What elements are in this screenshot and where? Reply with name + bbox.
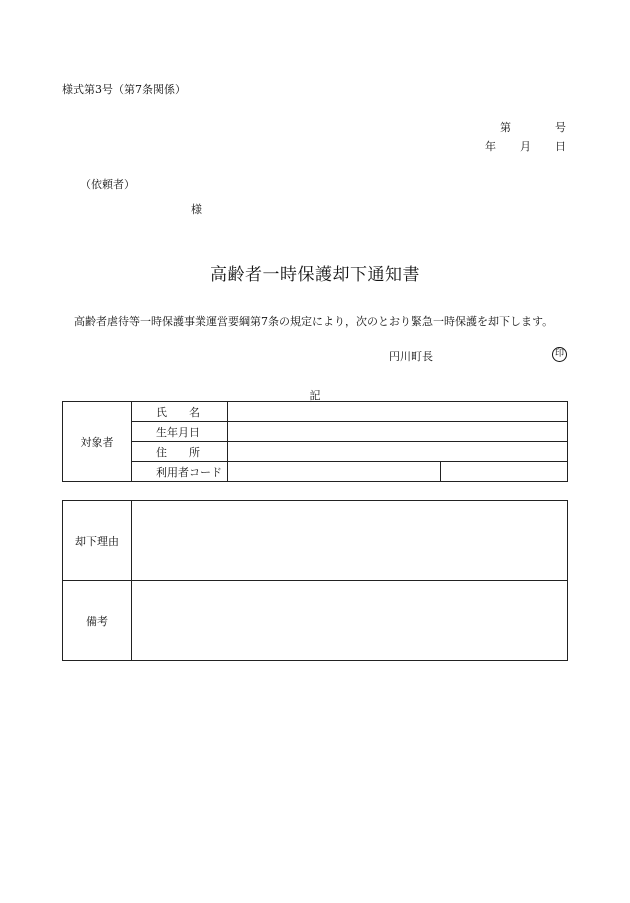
user-code-label: 利用者コード bbox=[132, 462, 228, 482]
doc-no-prefix: 第 bbox=[500, 121, 511, 134]
birthdate-field[interactable] bbox=[228, 422, 568, 442]
remarks-label: 備考 bbox=[63, 581, 132, 661]
form-number: 様式第3号（第7条関係） bbox=[62, 83, 186, 96]
reason-table bbox=[62, 500, 568, 661]
document-title: 高齢者一時保護却下通知書 bbox=[210, 265, 420, 285]
day-label: 日 bbox=[555, 140, 566, 153]
seal-mark: 印 bbox=[552, 347, 567, 362]
name-label: 氏 名 bbox=[132, 402, 228, 422]
user-code-extra-field[interactable] bbox=[441, 462, 568, 482]
table-row bbox=[63, 462, 568, 482]
address-label: 住 所 bbox=[132, 442, 228, 462]
address-field[interactable] bbox=[228, 442, 568, 462]
remarks-field[interactable] bbox=[132, 581, 568, 661]
user-code-field[interactable] bbox=[228, 462, 441, 482]
mayor-signature: 円川町長 bbox=[389, 350, 433, 363]
table-row bbox=[63, 422, 568, 442]
year-label: 年 bbox=[485, 140, 496, 153]
honorific-sama: 様 bbox=[191, 203, 202, 216]
doc-no-suffix: 号 bbox=[555, 121, 566, 134]
ki-heading: 記 bbox=[309, 389, 321, 402]
table-row bbox=[63, 442, 568, 462]
date-line bbox=[0, 138, 566, 154]
document-number-line bbox=[0, 119, 566, 135]
table-row bbox=[63, 581, 568, 661]
subject-group-label: 対象者 bbox=[63, 402, 132, 482]
reason-field[interactable] bbox=[132, 501, 568, 581]
reason-label: 却下理由 bbox=[63, 501, 132, 581]
table-row bbox=[63, 501, 568, 581]
month-label: 月 bbox=[520, 140, 531, 153]
subject-table bbox=[62, 401, 568, 482]
notice-body-text: 高齢者虐待等一時保護事業運営要綱第7条の規定により，次のとおり緊急一時保護を却下します。 bbox=[74, 315, 554, 328]
requester-label: （依頼者） bbox=[80, 178, 135, 191]
birthdate-label: 生年月日 bbox=[132, 422, 228, 442]
name-field[interactable] bbox=[228, 402, 568, 422]
table-row bbox=[63, 402, 568, 422]
